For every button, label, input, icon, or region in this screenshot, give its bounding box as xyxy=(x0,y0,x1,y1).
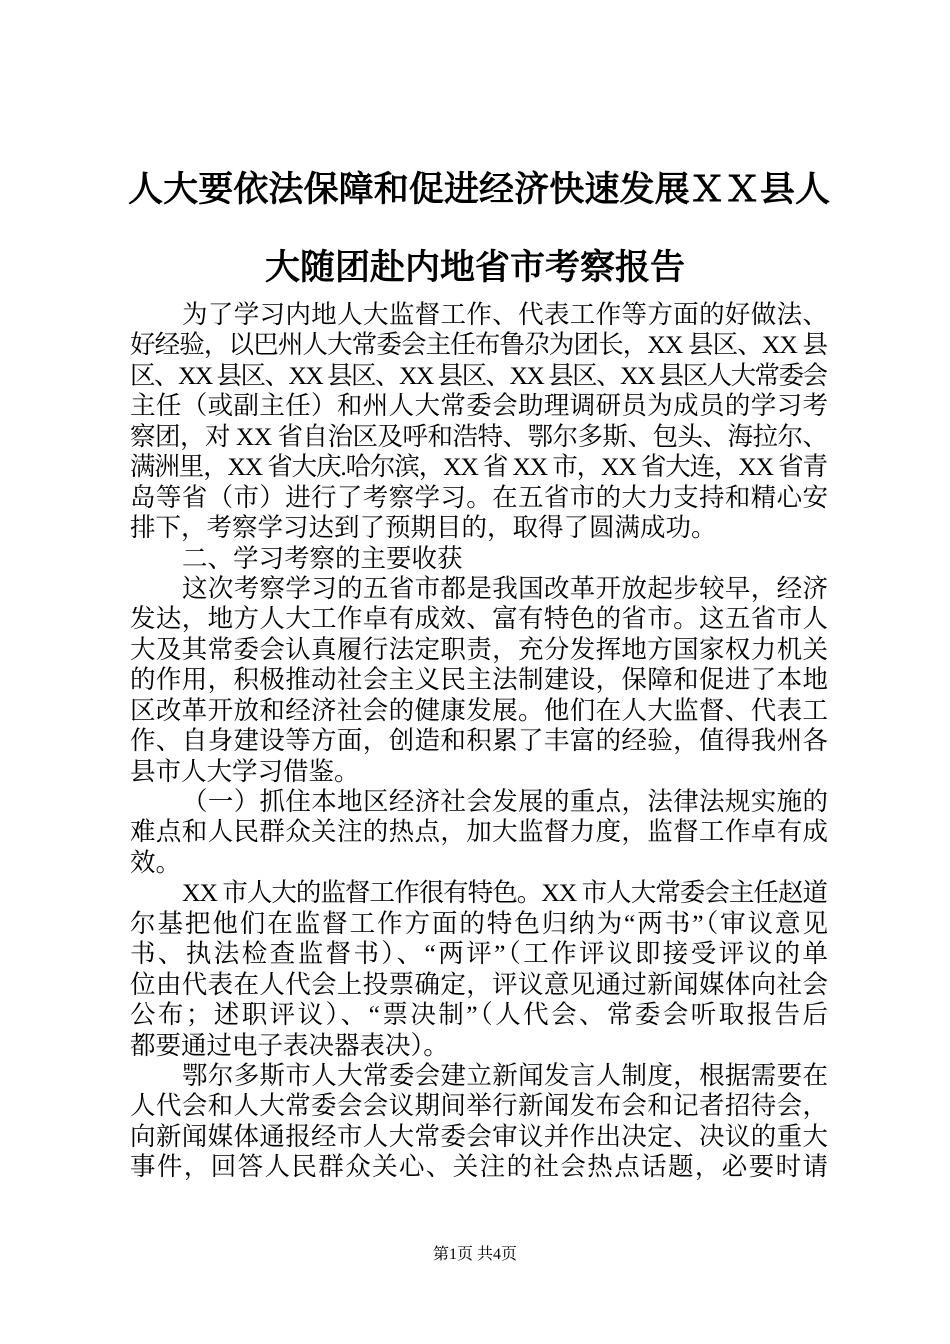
paragraph-overview xyxy=(130,574,828,787)
section-heading xyxy=(130,544,828,574)
text-line: 察团，对 XX 省自治区及呼和浩特、鄂尔多斯、包头、海拉尔、 xyxy=(130,421,828,451)
text-line: 都要通过电子表决器表决）。 xyxy=(130,1030,449,1060)
title-line-1: 人大要依法保障和促进经济快速发展ＸＸ县人 xyxy=(128,170,831,209)
paragraph-subsection-1 xyxy=(130,787,828,878)
text-line: 满洲里，XX 省大庆.哈尔滨，XX 省 XX 市，XX 省大连，XX 省青 xyxy=(130,452,827,482)
text-line: （一）抓住本地区经济社会发展的重点，法律法规实施的 xyxy=(182,787,829,816)
text-line: 书、执法检查监督书）、“两评”（工作评议即接受评议的单 xyxy=(130,939,831,969)
text-line: 公布；述职评议）、“票决制”（人代会、常委会听取报告后 xyxy=(130,1000,831,1030)
page-number-footer: 第1页 共4页 xyxy=(432,1246,517,1263)
document-body xyxy=(130,300,831,1183)
title-line-2: 大随团赴内地省市考察报告 xyxy=(264,248,685,287)
text-line: 事件，回答人民群众关心、关注的社会热点话题，必要时请 xyxy=(130,1152,830,1182)
heading-line: 二、学习考察的主要收获 xyxy=(182,543,463,573)
text-line: 位由代表在人代会上投票确定，评议意见通过新闻媒体向社会 xyxy=(130,969,829,999)
text-line: 难点和人民群众关注的热点，加大监督力度，监督工作卓有成 xyxy=(130,817,829,847)
paragraph-ordos-spokesperson xyxy=(130,1061,828,1183)
text-line: 主任（或副主任）和州人大常委会助理调研员为成员的学习考 xyxy=(130,391,829,421)
text-line: 为了学习内地人大监督工作、代表工作等方面的好做法、 xyxy=(182,300,829,329)
text-line: 向新闻媒体通报经市人大常委会审议并作出决定、决议的重大 xyxy=(130,1121,829,1151)
text-line: 发达，地方人大工作卓有成效、富有特色的省市。这五省市人 xyxy=(130,604,829,634)
paragraph-intro xyxy=(130,300,828,544)
text-line: 县市人大学习借鉴。 xyxy=(130,756,360,786)
text-line: 区改革开放和经济社会的健康发展。他们在人大监督、代表工 xyxy=(130,695,829,725)
text-line: 排下，考察学习达到了预期目的，取得了圆满成功。 xyxy=(130,513,717,543)
text-line: 尔基把他们在监督工作方面的特色归纳为“两书”（审议意见 xyxy=(130,908,830,938)
text-line: 岛等省（市）进行了考察学习。在五省市的大力支持和精心安 xyxy=(130,482,829,512)
text-line: 区、XX 县区、XX 县区、XX 县区、XX 县区、XX 县区人大常委会 xyxy=(130,360,827,390)
paragraph-city-supervision xyxy=(130,878,831,1061)
text-line: 的作用，积极推动社会主义民主法制建设，保障和促进了本地 xyxy=(130,665,829,695)
text-line: 鄂尔多斯市人大常委会建立新闻发言人制度，根据需要在 xyxy=(182,1060,829,1090)
text-line: 大及其常委会认真履行法定职责，充分发挥地方国家权力机关 xyxy=(130,634,829,664)
text-line: 这次考察学习的五省市都是我国改革开放起步较早，经济 xyxy=(182,573,829,603)
text-line: 效。 xyxy=(130,847,182,877)
text-line: 好经验，以巴州人大常委会主任布鲁尕为团长，XX 县区、XX 县 xyxy=(130,330,828,360)
text-line: 人代会和人大常委会会议期间举行新闻发布会和记者招待会， xyxy=(130,1091,829,1121)
text-line: 作、自身建设等方面，创造和积累了丰富的经验，值得我州各 xyxy=(130,726,829,756)
text-line: XX 市人大的监督工作很有特色。XX 市人大常委会主任赵道 xyxy=(182,878,828,908)
